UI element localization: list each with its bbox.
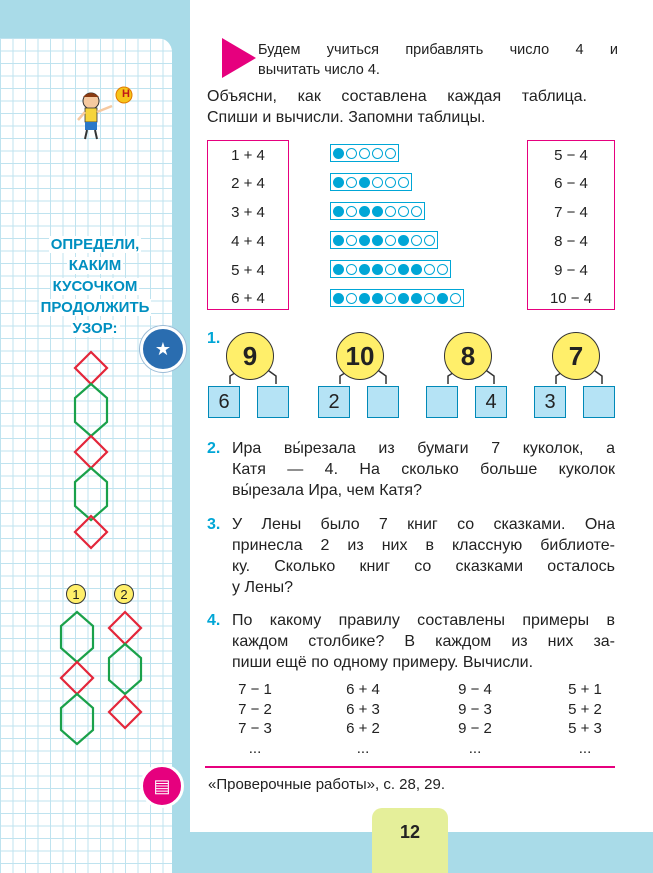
task-2-number: 2. [207,440,221,457]
right-cell[interactable] [257,386,289,418]
added-dot [437,264,448,275]
example: ... [248,739,262,757]
added-dot [372,177,383,188]
option-1-badge: 1 [66,584,86,604]
example: 9 − 4 [458,681,492,698]
example-column [450,681,500,759]
counted-dot [398,293,409,304]
main-task [207,86,587,128]
task-1-number: 1. [207,330,221,347]
subtraction-row: 7 − 4 [554,204,588,221]
sidebar-title-line: УЗОР: [72,320,118,337]
number-ball: 10 [336,332,384,380]
intro-line: вычитать число 4. [258,62,380,78]
dots-row [330,289,464,307]
task-4-line: каждом столбике? В каждом из них за- [232,633,615,650]
task-3-text [232,514,615,598]
counted-dot [411,293,422,304]
task-4-line: По какому правилу составлены примеры в [232,612,615,629]
sidebar-puzzle-title [20,234,170,339]
added-dot [398,177,409,188]
example-column [338,681,388,759]
page-number: 12 [372,808,448,873]
counted-dot [372,235,383,246]
added-dot [411,206,422,217]
counted-dot [359,177,370,188]
task-4-text [232,610,615,673]
added-dot [385,206,396,217]
added-dot [398,206,409,217]
task-line: Объясни, как составлена каждая таблица. [207,88,587,105]
counted-dot [359,293,370,304]
counted-dot [437,293,448,304]
left-cell: 2 [318,386,350,418]
dots-row [330,202,425,220]
added-dot [346,148,357,159]
added-dot [346,235,357,246]
addition-row: 2 + 4 [231,175,265,192]
workbook-reference: «Проверочные работы», с. 28, 29. [208,776,446,793]
pattern-option-2 [104,608,146,734]
right-cell: 4 [475,386,507,418]
example: ... [578,739,592,757]
example: 6 + 2 [346,720,380,737]
number-ball: 8 [444,332,492,380]
example: 7 − 2 [238,700,272,718]
example: 6 + 4 [346,681,380,698]
counted-dot [359,235,370,246]
example: 5 + 1 [568,681,602,698]
left-cell[interactable] [426,386,458,418]
added-dot [346,177,357,188]
added-dot [424,293,435,304]
option-2-badge: 2 [114,584,134,604]
addition-row: 5 + 4 [231,262,265,279]
counted-dot [333,293,344,304]
task-3-line: принесла 2 из них в классную библиоте- [232,537,615,554]
added-dot [385,264,396,275]
task-line: Спиши и вычисли. Запомни таблицы. [207,109,486,126]
task-3-line: ку. Сколько книг со сказками осталось [232,558,615,575]
pattern-sample [70,348,112,550]
added-dot [385,177,396,188]
lesson-marker-icon [222,38,256,78]
added-dot [424,264,435,275]
example: 5 + 2 [568,700,602,718]
left-cell: 3 [534,386,566,418]
subtraction-row: 10 − 4 [549,290,593,307]
star-badge-icon: ★ [140,326,186,372]
example-column [230,681,280,759]
counted-dot [398,235,409,246]
example: ... [468,739,482,757]
counted-dot [359,206,370,217]
task-4-number: 4. [207,612,221,629]
added-dot [346,264,357,275]
number-ball: 9 [226,332,274,380]
counted-dot [372,293,383,304]
sidebar-title-line: ОПРЕДЕЛИ, [50,236,140,253]
counted-dot [333,148,344,159]
subtraction-table [527,140,615,310]
right-cell[interactable] [367,386,399,418]
task-3-number: 3. [207,516,221,533]
example: 7 − 1 [238,681,272,698]
example: 9 − 2 [458,720,492,737]
example: 7 − 3 [238,720,272,737]
added-dot [346,206,357,217]
added-dot [359,148,370,159]
added-dot [346,293,357,304]
right-cell[interactable] [583,386,615,418]
counted-dot [398,264,409,275]
added-dot [385,235,396,246]
added-dot [411,235,422,246]
addition-table [207,140,289,310]
task-2-line: Ира вы́резала из бумаги 7 куколок, а [232,440,615,457]
example: ... [356,739,370,757]
subtraction-row: 6 − 4 [554,175,588,192]
divider [205,766,615,768]
subtraction-row: 5 − 4 [554,147,588,164]
sidebar-title-line: КАКИМ [68,257,122,274]
task-2-line: вы́резала Ира, чем Катя? [232,482,422,499]
added-dot [424,235,435,246]
addition-row: 3 + 4 [231,204,265,221]
book-icon: ▤ [140,764,184,808]
counted-dot [359,264,370,275]
dots-row [330,231,438,249]
task-3-line: у Лены? [232,579,294,596]
subtraction-row: 8 − 4 [554,233,588,250]
dots-row [330,173,412,191]
added-dot [385,148,396,159]
added-dot [450,293,461,304]
dots-row [330,260,451,278]
counted-dot [372,206,383,217]
added-dot [372,148,383,159]
subtraction-row: 9 − 4 [554,262,588,279]
added-dot [385,293,396,304]
example: 6 + 3 [346,700,380,718]
task-2-text [232,438,615,501]
mascot-badge-letter: Н [122,88,130,100]
addition-row: 1 + 4 [231,147,265,164]
counted-dot [372,264,383,275]
counted-dot [333,177,344,188]
sidebar-title-line: КУСОЧКОМ [52,278,138,295]
example-column [560,681,610,759]
sidebar-title-line: ПРОДОЛЖИТЬ [40,299,150,316]
counted-dot [333,206,344,217]
pattern-option-1 [56,608,98,750]
counted-dot [333,235,344,246]
addition-row: 4 + 4 [231,233,265,250]
addition-row: 6 + 4 [231,290,265,307]
left-cell: 6 [208,386,240,418]
example: 9 − 3 [458,700,492,718]
intro-line: Будем учиться прибавлять число 4 и [258,42,618,58]
task-3-line: У Лены было 7 книг со сказками. Она [232,516,615,533]
lesson-intro [258,40,618,80]
counted-dot [333,264,344,275]
dots-row [330,144,399,162]
number-ball: 7 [552,332,600,380]
task-4-line: пиши ещё по одному примеру. Вычисли. [232,654,534,671]
example: 5 + 3 [568,720,602,737]
counted-dot [411,264,422,275]
task-2-line: Катя — 4. На сколько больше куколок [232,461,615,478]
